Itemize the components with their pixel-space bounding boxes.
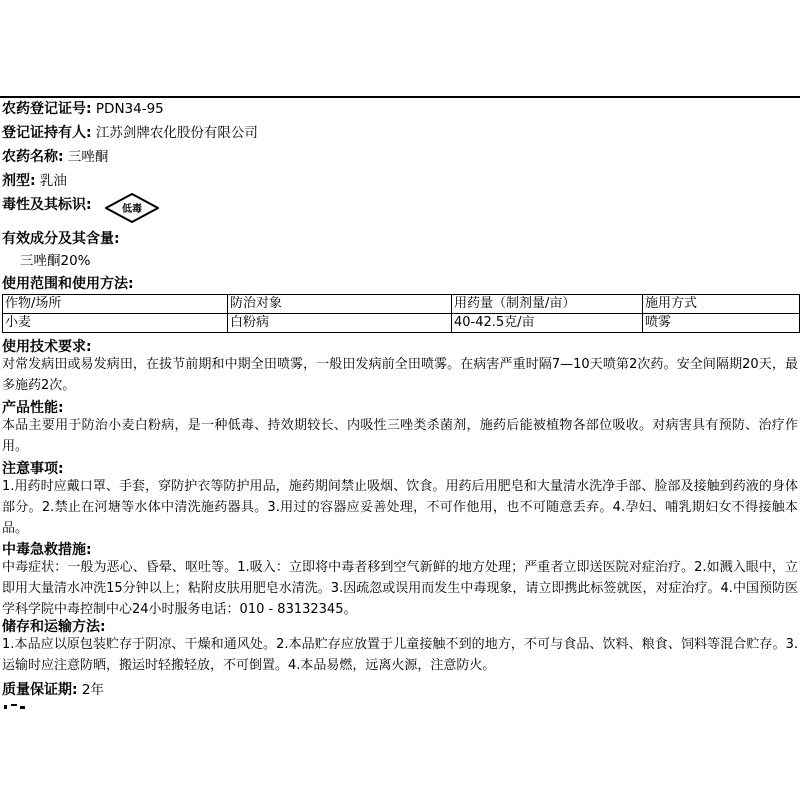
- formulation-row: [2, 173, 67, 189]
- registration-holder-label: 登记证持有人:: [2, 125, 92, 141]
- cut-off-text-fragment: [2, 703, 42, 709]
- header-crop: 作物/场所: [3, 295, 228, 314]
- usage-heading: 使用范围和使用方法:: [2, 276, 134, 292]
- registration-holder-value: 江苏剑牌农化股份有限公司: [95, 125, 258, 141]
- storage-transport-body: 1.本品应以原包装贮存于阴凉、干燥和通风处。2.本品贮存应放置于儿童接触不到的地方，不可与食品、饮料、粮食、饲料等混合贮存。3.运输时应注意防晒，搬运时轻搬轻放，不可倒置。4.本品易燃，远离火源，注意防火。: [2, 637, 798, 673]
- pesticide-name-value: 三唑酮: [67, 149, 109, 165]
- first-aid-heading: 中毒急救措施:: [2, 542, 92, 558]
- shelf-life-label: 质量保证期:: [2, 682, 78, 698]
- toxicity-label: 毒性及其标识:: [2, 197, 92, 213]
- cell-target: 白粉病: [228, 314, 452, 333]
- pesticide-name-row: [2, 149, 108, 165]
- registration-number-label: 农药登记证号:: [2, 101, 92, 117]
- formulation-label: 剂型:: [2, 173, 36, 189]
- usage-table-header-row: [3, 295, 800, 314]
- toxicity-badge-text: 低毒: [122, 204, 142, 215]
- header-method: 施用方式: [643, 295, 800, 314]
- cell-method: 喷雾: [643, 314, 800, 333]
- cell-dosage: 40-42.5克/亩: [452, 314, 643, 333]
- product-performance-body: 本品主要用于防治小麦白粉病，是一种低毒、持效期较长、内吸性三唑类杀菌剂，施药后能被植物各部位吸收。对病害具有预防、治疗作用。: [2, 418, 798, 454]
- ingredient-value: 三唑酮20%: [20, 253, 91, 269]
- precautions-heading: 注意事项:: [2, 461, 64, 477]
- low-toxicity-diamond-icon: [105, 193, 159, 223]
- technical-requirements-heading: 使用技术要求:: [2, 339, 92, 355]
- header-target: 防治对象: [228, 295, 452, 314]
- ingredient-heading: 有效成分及其含量:: [2, 231, 120, 247]
- formulation-value: 乳油: [39, 173, 67, 189]
- top-border: [0, 96, 800, 98]
- usage-table: [2, 294, 800, 333]
- precautions-body: 1.用药时应戴口罩、手套，穿防护衣等防护用品，施药期间禁止吸烟、饮食。用药后用肥皂和大量清水洗净手部、脸部及接触到药液的身体部分。2.禁止在河塘等水体中清洗施药器具。3.用过的容器应妥善处理，不可作他用，也不可随意丢弃。4.孕妇、哺乳期妇女不得接触本品。: [2, 479, 798, 536]
- header-dosage: 用药量（制剂量/亩）: [452, 295, 643, 314]
- registration-number-value: PDN34-95: [95, 101, 164, 117]
- technical-requirements-body: 对常发病田或易发病田，在拔节前期和中期全田喷雾，一般田发病前全田喷雾。在病害严重时隔7—10天喷第2次药。安全间隔期20天，最多施药2次。: [2, 357, 798, 393]
- registration-holder-row: [2, 125, 258, 141]
- storage-transport-heading: 储存和运输方法:: [2, 619, 106, 635]
- table-row: [3, 314, 800, 333]
- product-performance-heading: 产品性能:: [2, 400, 64, 416]
- shelf-life-row: [2, 682, 104, 698]
- shelf-life-value: 2年: [81, 682, 104, 698]
- first-aid-body: 中毒症状：一般为恶心、昏晕、呕吐等。1.吸入：立即将中毒者移到空气新鲜的地方处理；严重者立即送医院对症治疗。2.如溅入眼中，立即用大量清水冲洗15分钟以上；粘附皮肤用肥皂水清洗。3.因疏忽或误用而发生中毒现象，请立即携此标签就医，对症治疗。4.中国预防医学科学院中毒控制中心24小时服务电话：010 - 83132345。: [2, 560, 798, 617]
- cell-crop: 小麦: [3, 314, 228, 333]
- toxicity-row: [2, 197, 92, 213]
- pesticide-name-label: 农药名称:: [2, 149, 64, 165]
- registration-number-row: [2, 101, 164, 117]
